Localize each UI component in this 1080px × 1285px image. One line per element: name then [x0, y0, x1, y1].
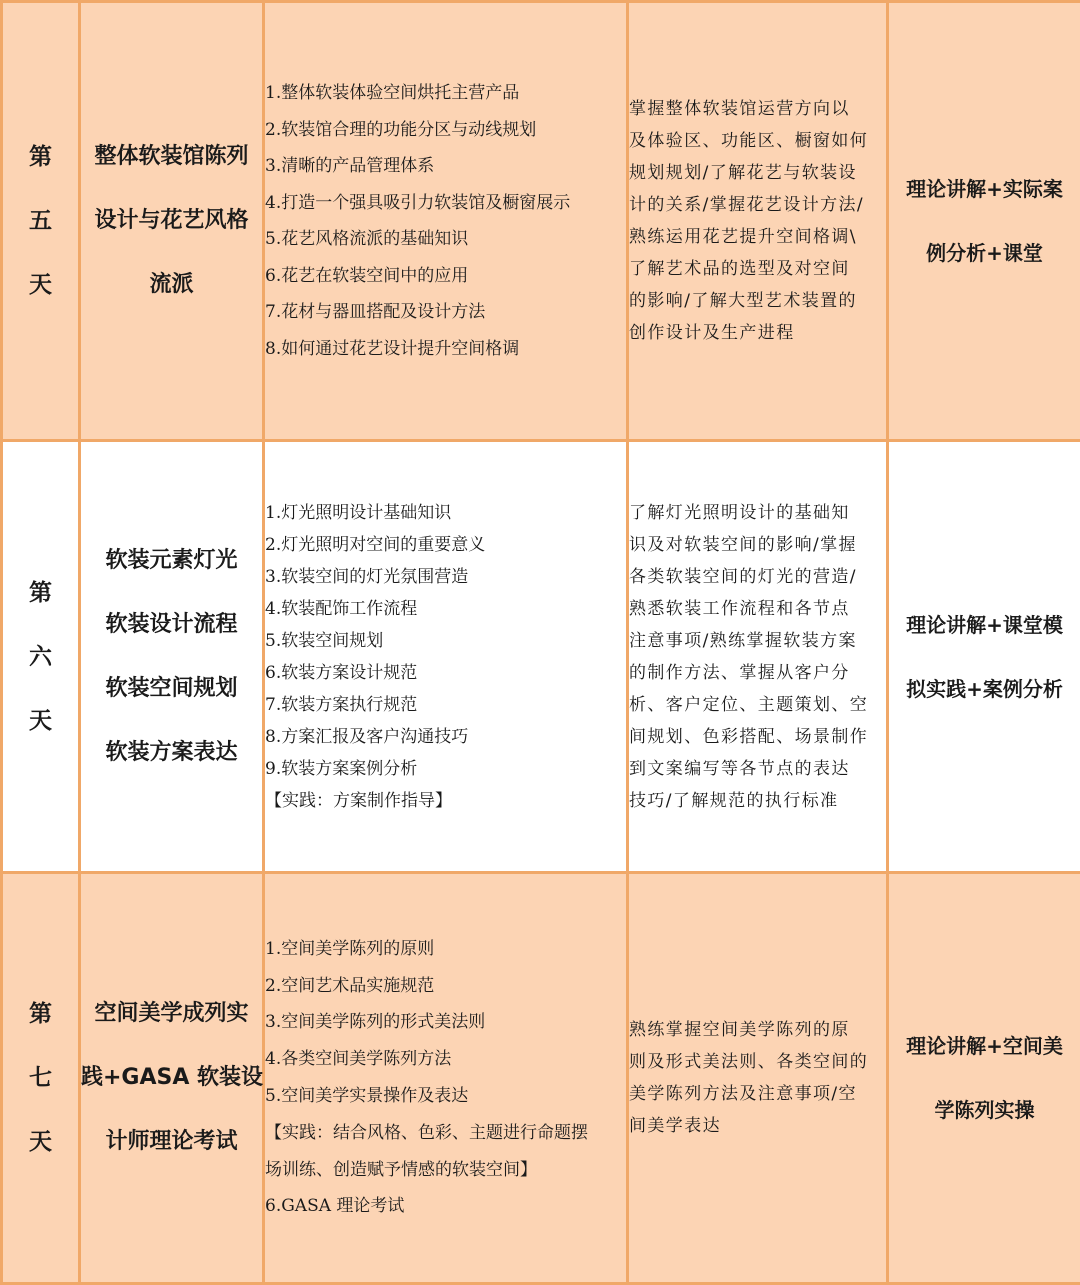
content-item: 【实践：结合风格、色彩、主题进行命题摆	[265, 1115, 626, 1152]
content-item: 1.空间美学陈列的原则	[265, 931, 626, 968]
topic-line: 流派	[81, 253, 262, 317]
goal-line: 析、客户定位、主题策划、空	[629, 689, 886, 721]
content-item: 3.软装空间的灯光氛围营造	[265, 561, 626, 593]
goal-line: 熟悉软装工作流程和各节点	[629, 593, 886, 625]
topic-cell	[80, 441, 264, 873]
goal-line: 技巧/了解规范的执行标准	[629, 785, 886, 817]
content-item: 6.软装方案设计规范	[265, 657, 626, 689]
day-char: 五	[3, 189, 78, 253]
content-item: 2.软装馆合理的功能分区与动线规划	[265, 112, 626, 149]
goal-line: 的影响/了解大型艺术装置的	[629, 285, 886, 317]
content-item: 7.花材与器皿搭配及设计方法	[265, 294, 626, 331]
goal-line: 了解灯光照明设计的基础知	[629, 497, 886, 529]
method-cell	[888, 2, 1080, 441]
topic-line: 设计与花艺风格	[81, 189, 262, 253]
day-char: 第	[3, 125, 78, 189]
goal-cell	[628, 873, 888, 1284]
day-cell	[2, 2, 80, 441]
method-line: 例分析+课堂	[889, 221, 1080, 285]
content-item: 【实践：方案制作指导】	[265, 785, 626, 817]
topic-line: 整体软装馆陈列	[81, 125, 262, 189]
day-char: 六	[3, 625, 78, 689]
content-cell	[264, 873, 628, 1284]
goal-line: 规划规划/了解花艺与软装设	[629, 157, 886, 189]
day-char: 第	[3, 982, 78, 1046]
topic-line: 软装元素灯光	[81, 529, 262, 593]
method-line: 理论讲解+课堂模	[889, 593, 1080, 657]
goal-line: 美学陈列方法及注意事项/空	[629, 1078, 886, 1110]
content-item: 6.GASA 理论考试	[265, 1188, 626, 1225]
goal-line: 掌握整体软装馆运营方向以	[629, 93, 886, 125]
content-item: 3.清晰的产品管理体系	[265, 148, 626, 185]
content-item: 8.方案汇报及客户沟通技巧	[265, 721, 626, 753]
content-item: 1.整体软装体验空间烘托主营产品	[265, 75, 626, 112]
goal-line: 计的关系/掌握花艺设计方法/	[629, 189, 886, 221]
day-char: 七	[3, 1046, 78, 1110]
content-item: 7.软装方案执行规范	[265, 689, 626, 721]
goal-line: 熟练运用花艺提升空间格调\	[629, 221, 886, 253]
goal-line: 及体验区、功能区、橱窗如何	[629, 125, 886, 157]
content-item: 2.空间艺术品实施规范	[265, 968, 626, 1005]
topic-line: 软装方案表达	[81, 721, 262, 785]
content-item: 2.灯光照明对空间的重要意义	[265, 529, 626, 561]
goal-line: 创作设计及生产进程	[629, 317, 886, 349]
content-item: 3.空间美学陈列的形式美法则	[265, 1004, 626, 1041]
content-item: 1.灯光照明设计基础知识	[265, 497, 626, 529]
goal-line: 注意事项/熟练掌握软装方案	[629, 625, 886, 657]
content-cell	[264, 2, 628, 441]
day-cell	[2, 873, 80, 1284]
goal-cell	[628, 2, 888, 441]
goal-line: 识及对软装空间的影响/掌握	[629, 529, 886, 561]
schedule-row-day-7	[2, 873, 1080, 1284]
day-char: 第	[3, 561, 78, 625]
topic-line: 计师理论考试	[81, 1110, 262, 1174]
method-line: 理论讲解+空间美	[889, 1014, 1080, 1078]
method-cell	[888, 441, 1080, 873]
content-cell	[264, 441, 628, 873]
goal-line: 的制作方法、掌握从客户分	[629, 657, 886, 689]
day-char: 天	[3, 253, 78, 317]
goal-line: 到文案编写等各节点的表达	[629, 753, 886, 785]
content-item: 4.各类空间美学陈列方法	[265, 1041, 626, 1078]
content-item: 5.花艺风格流派的基础知识	[265, 221, 626, 258]
topic-line: 软装设计流程	[81, 593, 262, 657]
goal-line: 间规划、色彩搭配、场景制作	[629, 721, 886, 753]
content-item: 5.软装空间规划	[265, 625, 626, 657]
topic-cell	[80, 2, 264, 441]
goal-line: 了解艺术品的选型及对空间	[629, 253, 886, 285]
day-cell	[2, 441, 80, 873]
topic-line: 软装空间规划	[81, 657, 262, 721]
goal-line: 熟练掌握空间美学陈列的原	[629, 1014, 886, 1046]
method-line: 理论讲解+实际案	[889, 157, 1080, 221]
content-item: 4.打造一个强具吸引力软装馆及橱窗展示	[265, 185, 626, 222]
topic-cell	[80, 873, 264, 1284]
content-item: 6.花艺在软装空间中的应用	[265, 258, 626, 295]
content-item: 5.空间美学实景操作及表达	[265, 1078, 626, 1115]
content-item: 场训练、创造赋予情感的软装空间】	[265, 1152, 626, 1189]
topic-line: 空间美学成列实	[81, 982, 262, 1046]
content-item: 8.如何通过花艺设计提升空间格调	[265, 331, 626, 368]
goal-line: 各类软装空间的灯光的营造/	[629, 561, 886, 593]
method-cell	[888, 873, 1080, 1284]
method-line: 拟实践+案例分析	[889, 657, 1080, 721]
goal-line: 间美学表达	[629, 1110, 886, 1142]
goal-line: 则及形式美法则、各类空间的	[629, 1046, 886, 1078]
content-item: 4.软装配饰工作流程	[265, 593, 626, 625]
topic-line: 践+GASA 软装设	[81, 1046, 262, 1110]
goal-cell	[628, 441, 888, 873]
day-char: 天	[3, 1110, 78, 1174]
method-line: 学陈列实操	[889, 1078, 1080, 1142]
schedule-row-day-5	[2, 2, 1080, 441]
day-char: 天	[3, 689, 78, 753]
content-item: 9.软装方案案例分析	[265, 753, 626, 785]
schedule-row-day-6	[2, 441, 1080, 873]
